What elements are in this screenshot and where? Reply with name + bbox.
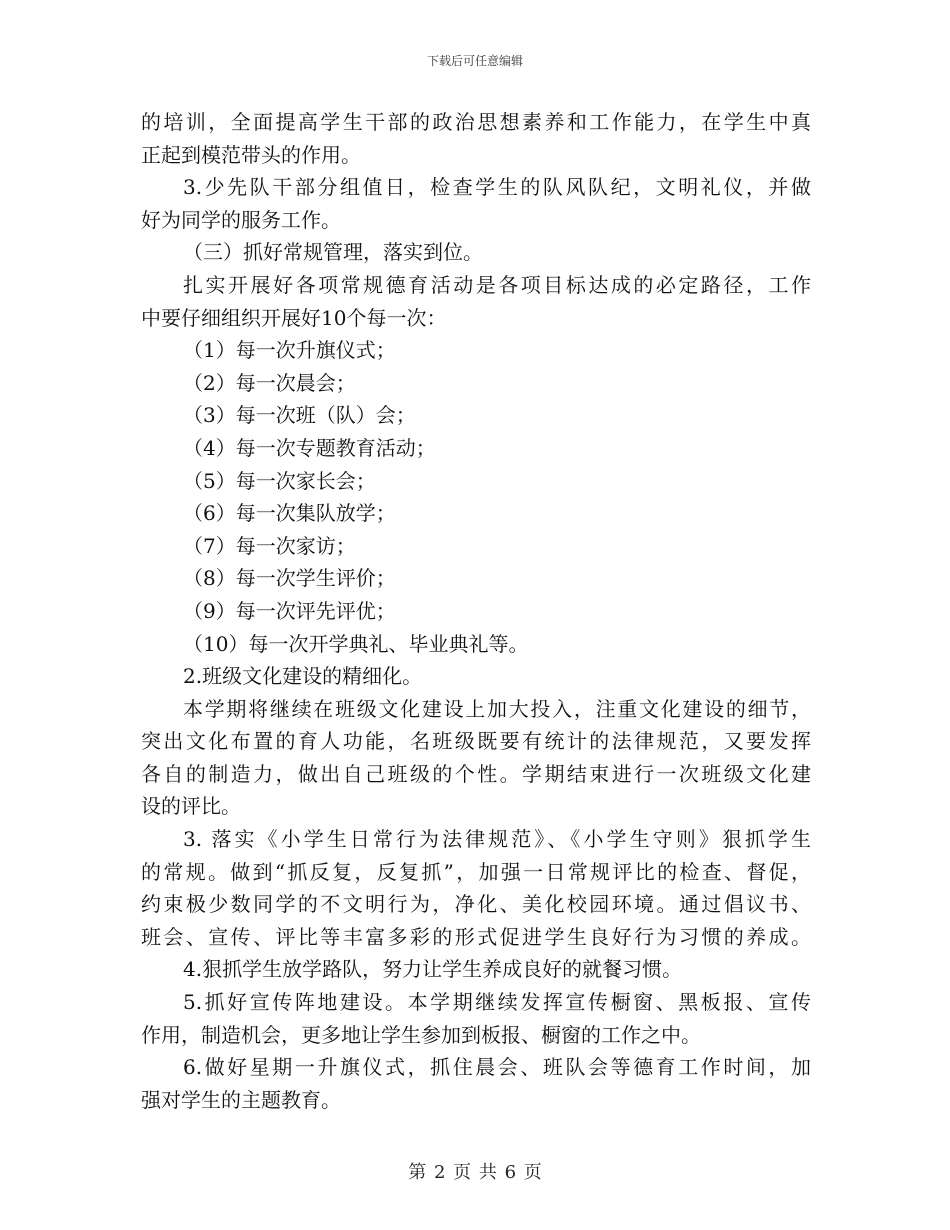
text-line: 强对学生的主题教育。 — [141, 1087, 341, 1112]
page-footer: 第 2 页 共 6 页 — [408, 1162, 542, 1183]
text-line: 好为同学的服务工作。 — [141, 207, 341, 232]
text-line: 6.做好星期一升旗仪式，抓住晨会、班队会等德育工作时间，加 — [183, 1055, 811, 1080]
text-line: （8）每一次学生评价； — [183, 566, 396, 591]
text-line: 扎实开展好各项常规德育活动是各项目标达成的必定路径，工作 — [183, 272, 811, 297]
text-line: 5.抓好宣传阵地建设。本学期继续发挥宣传橱窗、黑板报、宣传 — [183, 990, 811, 1015]
text-line: 4.狠抓学生放学路队，努力让学生养成良好的就餐习惯。 — [183, 957, 683, 982]
text-line: （三）抓好常规管理，落实到位。 — [183, 240, 483, 265]
text-line: （9）每一次评先评优； — [183, 598, 396, 623]
text-line: （1）每一次升旗仪式； — [183, 338, 396, 363]
page-header: 下载后可任意编辑 — [426, 54, 523, 68]
text-line: （5）每一次家长会； — [183, 468, 376, 493]
text-line: （2）每一次晨会； — [183, 370, 356, 395]
text-line: 设的评比。 — [141, 794, 241, 819]
text-line: 2.班级文化建设的精细化。 — [183, 664, 423, 689]
text-line: 本学期将继续在班级文化建设上加大投入，注重文化建设的细节， — [183, 696, 811, 721]
text-line: 正起到模范带头的作用。 — [141, 142, 361, 167]
text-line: 班会、宣传、评比等丰富多彩的形式促进学生良好行为习惯的养成。 — [141, 924, 811, 949]
text-line: 3.少先队干部分组值日，检查学生的队风队纪，文明礼仪，并做 — [183, 175, 811, 200]
text-line: 作用，制造机会，更多地让学生参加到板报、橱窗的工作之中。 — [141, 1022, 701, 1047]
text-line: 各自的制造力，做出自己班级的个性。学期结束进行一次班级文化建 — [141, 761, 811, 786]
text-line: 的培训，全面提高学生干部的政治思想素养和工作能力，在学生中真 — [141, 110, 811, 134]
text-line: 3. 落实《小学生日常行为法律规范》、《小学生守则》狠抓学生 — [183, 827, 811, 852]
text-line: （4）每一次专题教育活动； — [183, 435, 436, 460]
text-line: 的常规。做到“抓反复，反复抓”，加强一日常规评比的检查、督促， — [141, 859, 811, 884]
text-line: （6）每一次集队放学； — [183, 501, 396, 526]
text-line: （7）每一次家访； — [183, 533, 356, 558]
text-line: 中要仔细组织开展好10个每一次： — [141, 305, 447, 330]
text-line: 突出文化布置的育人功能，名班级既要有统计的法律规范，又要发挥 — [141, 729, 811, 754]
text-line: （3）每一次班（队）会； — [183, 403, 416, 428]
text-line: （10）每一次开学典礼、毕业典礼等。 — [183, 631, 529, 656]
document-body — [141, 106, 811, 1116]
text-line: 约束极少数同学的不文明行为，净化、美化校园环境。通过倡议书、 — [141, 892, 811, 917]
